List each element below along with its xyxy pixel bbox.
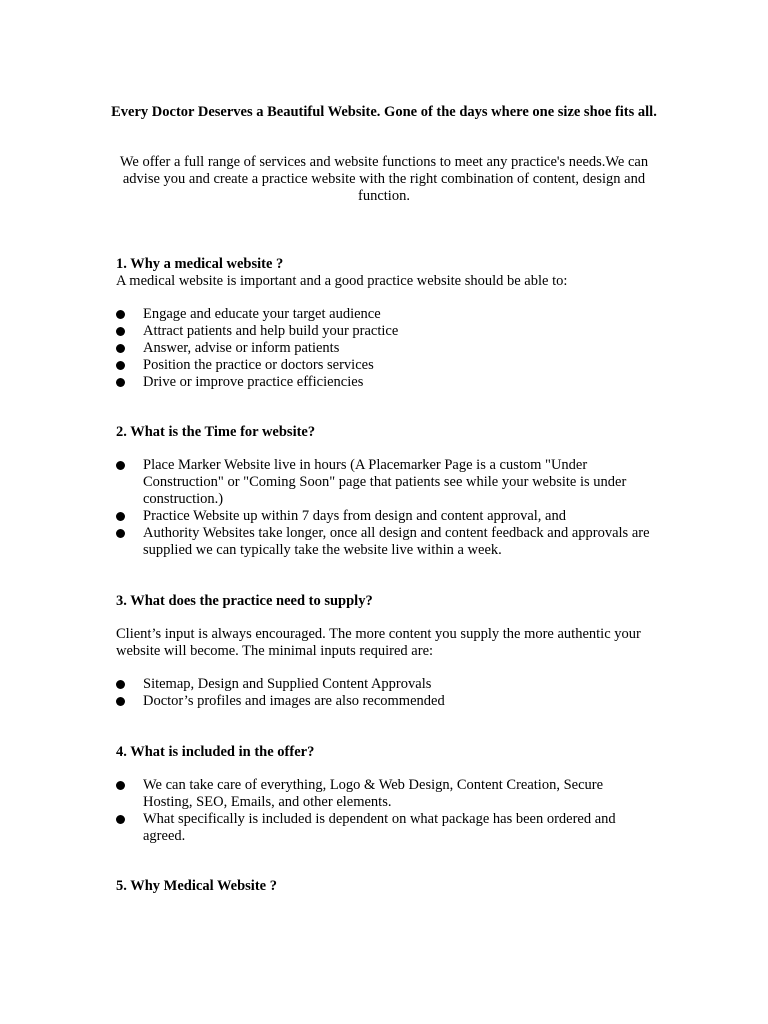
section-2-heading: 2. What is the Time for website? — [116, 424, 316, 440]
bullet-icon — [116, 529, 125, 538]
section-3-bullet-list — [116, 676, 656, 710]
list-item-text: We can take care of everything, Logo & Web Design, Content Creation, Secure Hosting, SEO, Emails, and other elements. — [143, 777, 604, 810]
list-item-text: Authority Websites take longer, once all design and content feedback and approvals are supplied we can typically take the website live within a week. — [143, 525, 650, 558]
section-2-bullet-list — [116, 457, 656, 559]
list-item — [116, 811, 656, 845]
bullet-icon — [116, 361, 125, 370]
list-item — [116, 508, 656, 525]
list-item — [116, 777, 656, 811]
bullet-icon — [116, 378, 125, 387]
list-item-text: Practice Website up within 7 days from design and content approval, and — [143, 508, 566, 524]
bullet-icon — [116, 680, 125, 689]
list-item-text: Attract patients and help build your practice — [143, 323, 399, 339]
section-5-heading: 5. Why Medical Website ? — [116, 878, 277, 894]
list-item-text: Doctor’s profiles and images are also recommended — [143, 693, 445, 709]
bullet-icon — [116, 310, 125, 319]
list-item — [116, 693, 656, 710]
list-item — [116, 340, 656, 357]
list-item-text: Position the practice or doctors services — [143, 357, 374, 373]
list-item — [116, 676, 656, 693]
document-title: Every Doctor Deserves a Beautiful Website. Gone of the days where one size shoe fits all. — [111, 104, 657, 120]
list-item — [116, 525, 656, 559]
list-item-text: What specifically is included is dependent on what package has been ordered and agreed. — [143, 811, 616, 844]
section-1-heading: 1. Why a medical website ? — [116, 256, 284, 272]
section-4-heading: 4. What is included in the offer? — [116, 744, 315, 760]
list-item-text: Place Marker Website live in hours (A Placemarker Page is a custom "Under Construction" or "Coming Soon" page that patients see while your website is under construction.) — [143, 457, 627, 507]
list-item-text: Sitemap, Design and Supplied Content Approvals — [143, 676, 432, 692]
list-item-text: Engage and educate your target audience — [143, 306, 381, 322]
bullet-icon — [116, 327, 125, 336]
section-4-bullet-list — [116, 777, 656, 845]
list-item-text: Answer, advise or inform patients — [143, 340, 340, 356]
list-item-text: Drive or improve practice efficiencies — [143, 374, 364, 390]
section-3-heading: 3. What does the practice need to supply? — [116, 593, 373, 609]
intro-paragraph: We offer a full range of services and website functions to meet any practice's needs.We can advise you and create a practice website with the right combination of content, design and function. — [119, 154, 649, 204]
list-item — [116, 374, 656, 391]
bullet-icon — [116, 461, 125, 470]
list-item — [116, 457, 656, 508]
section-3-text: Client’s input is always encouraged. The more content you supply the more authentic your website will become. The minimal inputs required are: — [116, 626, 641, 659]
list-item — [116, 323, 656, 340]
section-1-bullet-list — [116, 306, 656, 391]
bullet-icon — [116, 512, 125, 521]
list-item — [116, 357, 656, 374]
list-item — [116, 306, 656, 323]
section-1-text: A medical website is important and a good practice website should be able to: — [116, 273, 568, 289]
bullet-icon — [116, 697, 125, 706]
bullet-icon — [116, 815, 125, 824]
bullet-icon — [116, 781, 125, 790]
bullet-icon — [116, 344, 125, 353]
